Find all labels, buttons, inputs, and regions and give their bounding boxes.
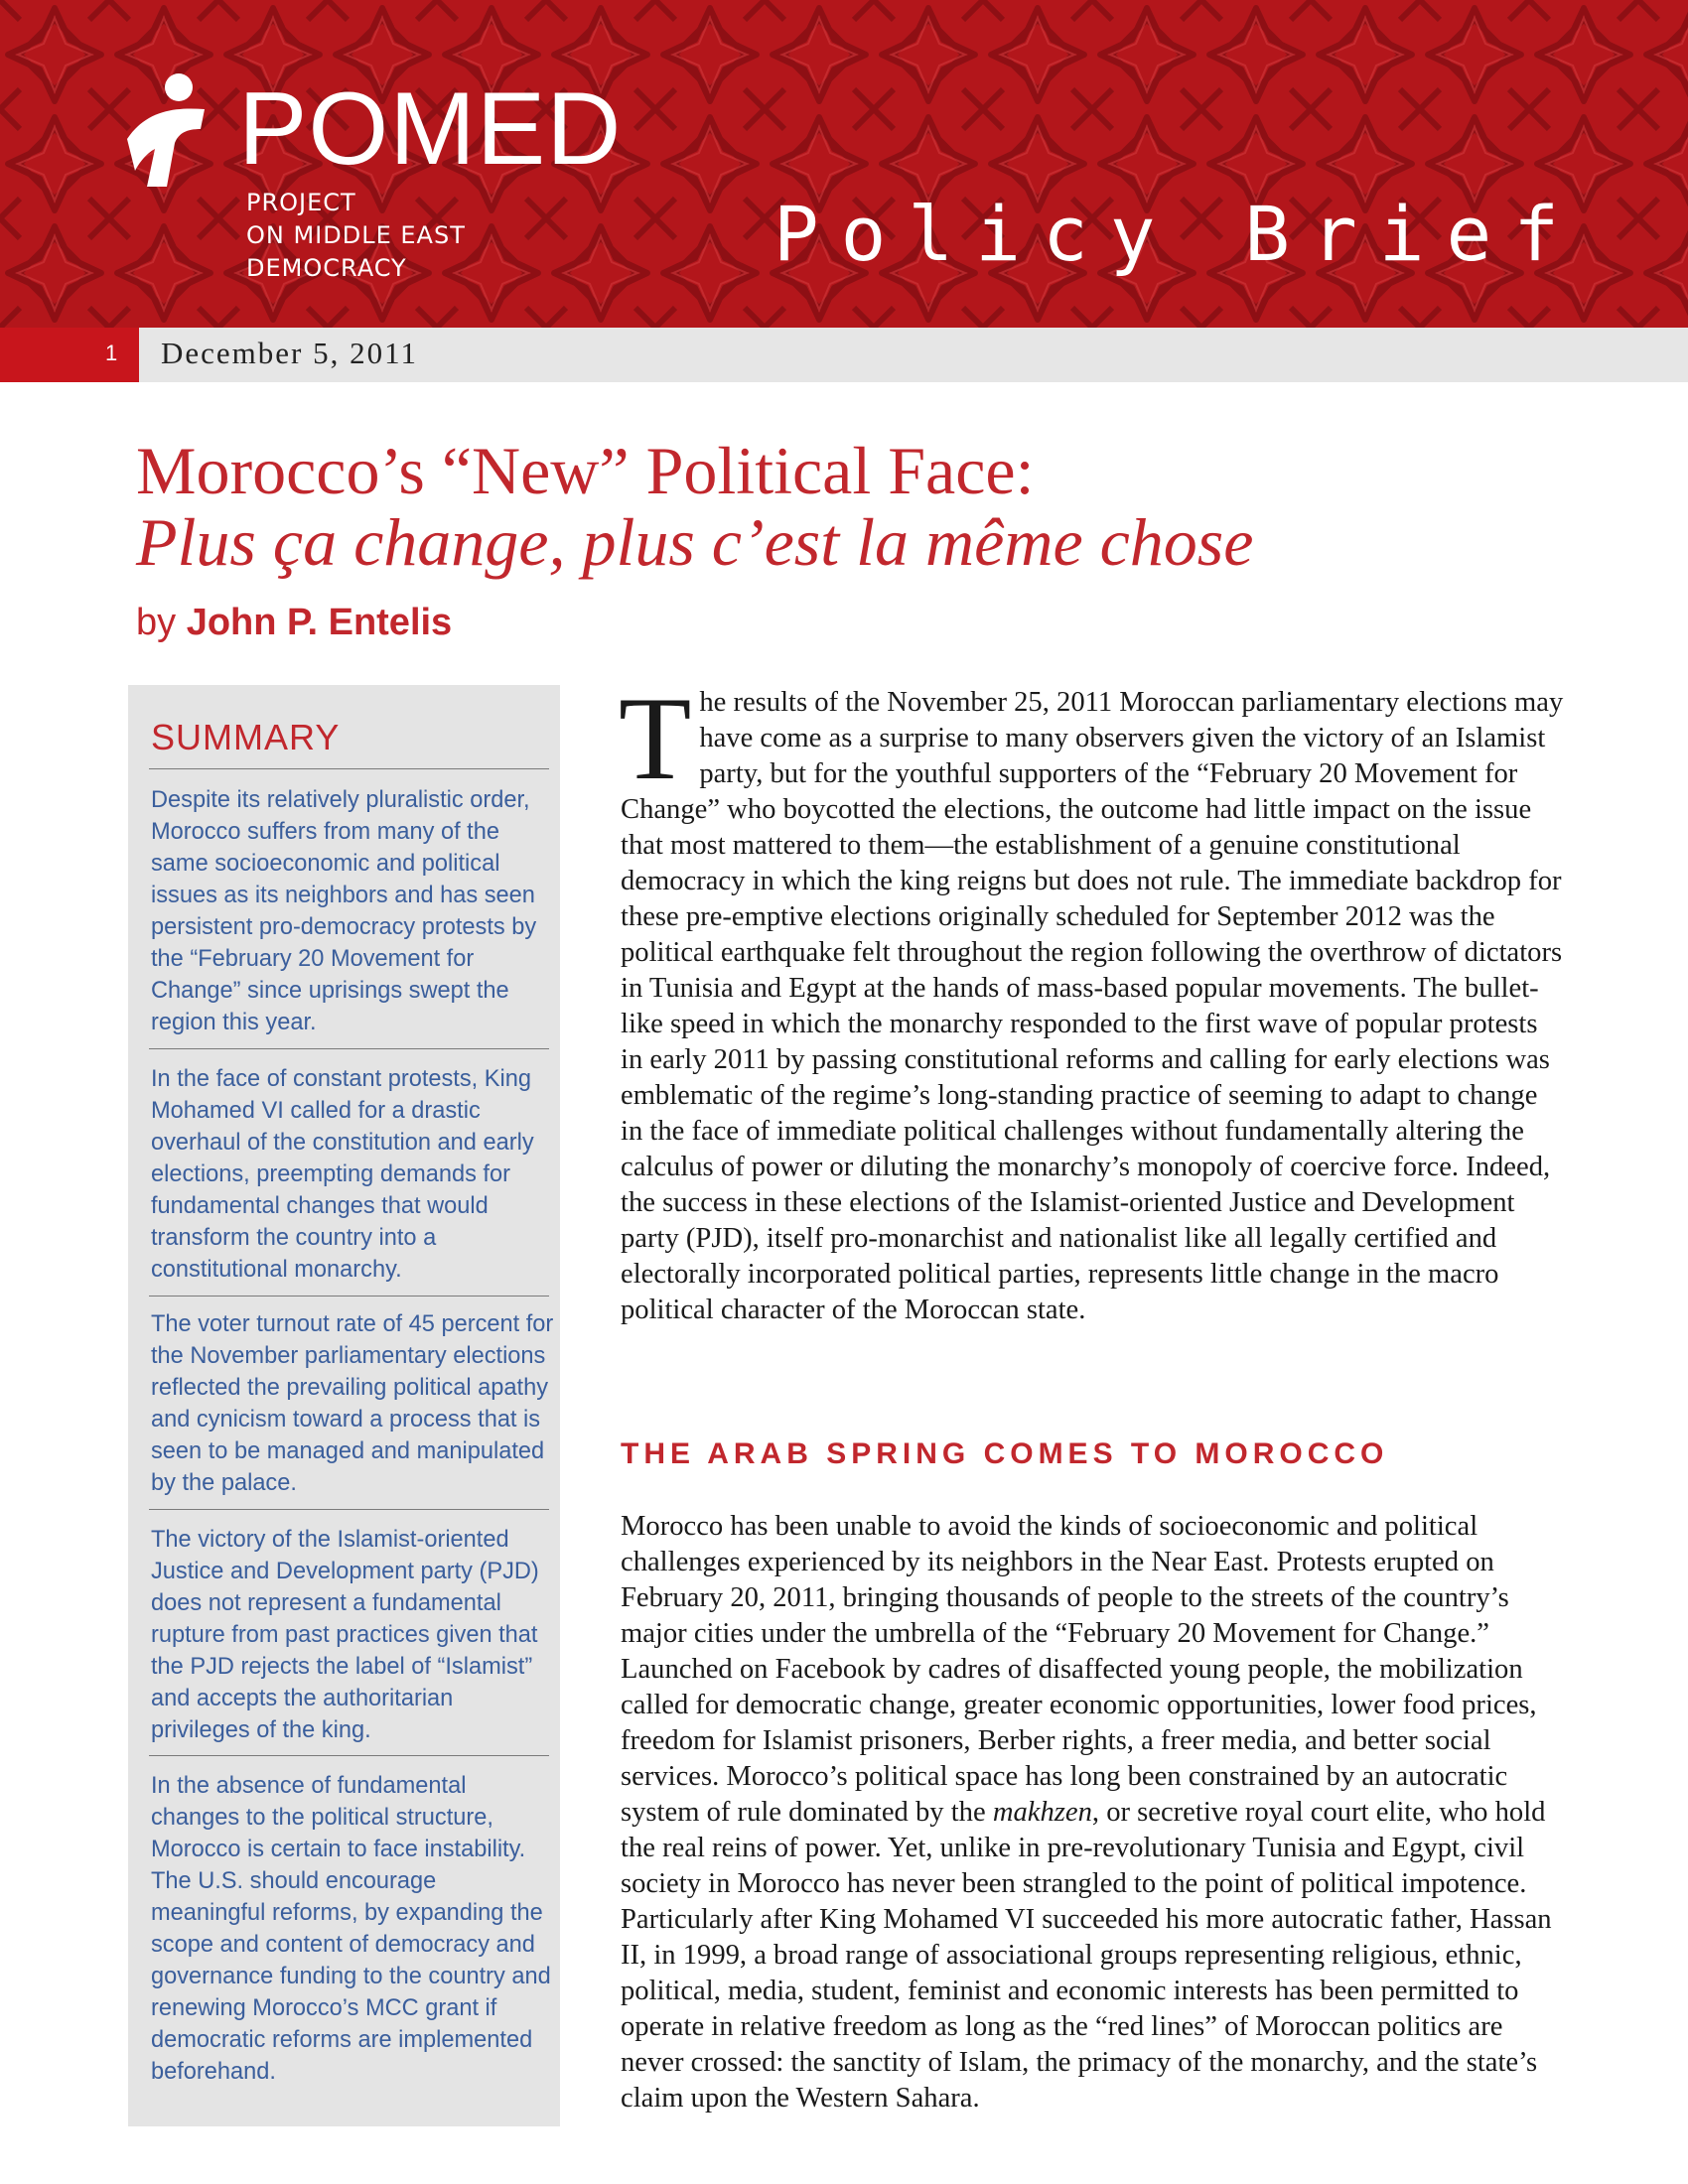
- summary-divider: [149, 1296, 549, 1297]
- pomed-logo-text: POMED: [238, 71, 623, 187]
- section-paragraph-text-end: , or secretive royal court elite, who hold the real reins of power. Yet, unlike in pre-revolutionary Tunisia and Egypt, civil society in Morocco has never been strangled to the point of political impotence. Particularly after King Mohamed VI succeeded his more autocratic father, Hassan II, in 1999, a broad range of associational groups representing religious, ethnic, political, media, student, feminist and economic interests has been permitted to operate in relative freedom as long as the “red lines” of Moroccan politics are never crossed: the sanctity of Islam, the primacy of the monarchy, and the state’s claim upon the Western Sahara.: [621, 1797, 1552, 2114]
- summary-divider: [149, 768, 549, 769]
- publication-date: December 5, 2011: [161, 336, 418, 370]
- summary-item: The victory of the Islamist-oriented Justice and Development party (PJD) does not represent a fundamental rupture from past practices given that the PJD rejects the label of “Islamist” and accepts the authoritarian privileges of the king.: [151, 1527, 539, 1743]
- header-banner: [0, 0, 1688, 328]
- byline: [136, 602, 452, 644]
- byline-prefix: by: [136, 602, 177, 643]
- logo-subtitle: [246, 187, 466, 285]
- pomed-logo-icon: [117, 69, 226, 189]
- intro-paragraph-text: he results of the November 25, 2011 Moroccan parliamentary elections may have come as a surprise to many observers given the victory of an Islamist party, but for the youthful supporters of the “February 20 Movement for Change” who boycotted the elections, the outcome had little impact on the issue that most mattered to them—the establishment of a genuine constitutional democracy in which the king reigns but does not rule. The immediate backdrop for these pre-emptive elections originally scheduled for September 2012 was the political earthquake felt throughout the region following the overthrow of dictators in Tunisia and Egypt at the hands of mass-based popular movements. The bullet-like speed in which the monarchy responded to the first wave of popular protests in early 2011 by passing constitutional reforms and calling for early elections was emblematic of the regime’s long-standing practice of seeming to adapt to change in the face of immediate political challenges without fundamentally altering the calculus of power or diluting the monarchy’s monopoly of coercive force. Indeed, the success in these elections of the Islamist-oriented Justice and Development party (PJD), itself pro-monarchist and nationalist like all legally certified and electorally incorporated political parties, represents little change in the macro political character of the Moroccan state.: [621, 687, 1564, 1325]
- publication-type: Policy Brief: [773, 190, 1581, 278]
- section-paragraph: [621, 1509, 1564, 2116]
- summary-item: In the absence of fundamental changes to the political structure, Morocco is certain to face instability. The U.S. should encourage meaningful reforms, by expanding the scope and content of democracy and governance funding to the country and renewing Morocco’s MCC grant if democratic reforms are implemented beforehand.: [151, 1773, 551, 2085]
- article-subtitle: Plus ça change, plus c’est la même chose: [136, 504, 1254, 580]
- page-number: 1: [105, 341, 118, 365]
- summary-divider: [149, 1048, 549, 1049]
- summary-item: The voter turnout rate of 45 percent for the November parliamentary elections reflected the prevailing political apathy and cynicism toward a process that is seen to be managed and manipulated by the palace.: [151, 1311, 554, 1496]
- summary-item: In the face of constant protests, King Mohamed VI called for a drastic overhaul of the constitution and early elections, preempting demands for fundamental changes that would transform the country into a constitutional monarchy.: [151, 1066, 534, 1283]
- section-body: [621, 1509, 1564, 2116]
- section-heading: THE ARAB SPRING COMES TO MOROCCO: [621, 1437, 1389, 1470]
- summary-item: Despite its relatively pluralistic order, Morocco suffers from many of the same socioeconomic and political issues as its neighbors and has seen persistent pro-democracy protests by the “February 20 Movement for Change” since uprisings swept the region this year.: [151, 787, 537, 1035]
- page-number-box: [0, 328, 139, 382]
- section-paragraph-text: Morocco has been unable to avoid the kinds of socioeconomic and political challenges experienced by its neighbors in the Near East. Protests erupted on February 20, 2011, bringing thousands of people to the streets of the country’s major cities under the umbrella of the “February 20 Movement for Change.” Launched on Facebook by cadres of disaffected young people, the mobilization called for democratic change, greater economic opportunities, lower food prices, freedom for Islamist prisoners, Berber rights, a freer media, and better social services. Morocco’s political space has long been constrained by an autocratic system of rule dominated by the: [621, 1511, 1537, 1828]
- author-name: John P. Entelis: [186, 602, 453, 643]
- summary-divider: [149, 1755, 549, 1756]
- article-title: Morocco’s “New” Political Face:: [136, 433, 1035, 508]
- logo-subtitle-line: PROJECT: [246, 189, 356, 216]
- summary-divider: [149, 1509, 549, 1510]
- drop-cap: T: [619, 672, 692, 804]
- italic-term: makhzen: [992, 1797, 1092, 1828]
- logo-subtitle-line: DEMOCRACY: [246, 254, 407, 282]
- intro-paragraph: [619, 672, 1564, 1328]
- logo-subtitle-line: ON MIDDLE EAST: [246, 221, 466, 249]
- intro-section: [619, 672, 1564, 1328]
- summary-heading: SUMMARY: [151, 717, 341, 757]
